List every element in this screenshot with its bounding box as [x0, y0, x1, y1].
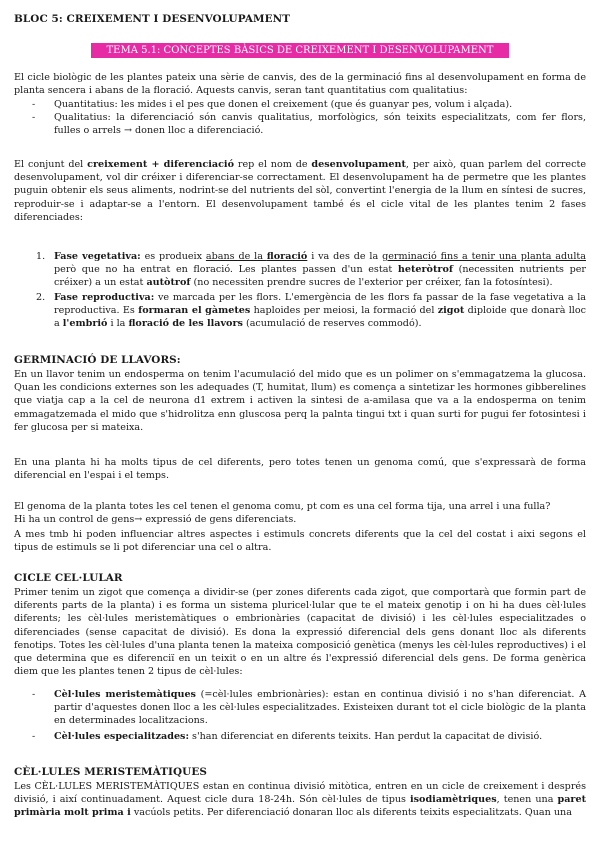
- germination-paragraph: En un llavor tenim un endosperma on tenim l'acumulació del mido que es un polimer on s'emmagatzema la glucosa. Quan les condicions externes son les adequades (T, humitat, llum) es comença a sintetizar les hormones gibberelines que viatja cap a la cel de neurona d1 extrem i activen la sintesi de a-amilasa que va a la endosperma on tenim emmagatzemada el mido que s'hidrolitza enn gluscosa perq la palnta tingui txt i quan surti for pugui fer fotosintesi i fer glucosa per si mateixa.: [14, 369, 586, 433]
- stimuli-paragraph: A mes tmb hi poden influenciar altres aspectes i estimuls concrets diferents que la cel del costat i aixi segons el tipus de estimuls se li pot diferenciar una cel o altra.: [14, 529, 586, 554]
- intro-bullet-list: [14, 98, 586, 138]
- cell-cycle-paragraph: Primer tenim un zigot que comença a dividir-se (per zones diferents cada zigot, que comportarà que formin part de diferents parts de la planta) i es forma un sistema pluricel·lular que te el mateix genotip i on hi ha dues cèl·lules diferents; les cèl·lules meristemàtiques o embrionàries (capacitat de divisió) i les cèl·lules especialitzades o diferenciades (sense capacitat de divisió). Es dona la expressió diferencial dels gens donant lloc als diferents fenotips. Totes les cèl·lules d'una planta tenen la mateixa composició genètica (menys les cèl·lules reproductives) i el que determina que es diferenciï en un teixit o en un altre és l'expressió diferencial dels gens. De forma genèrica diem que les plantes tenen 2 tipus de cèl·lules:: [14, 587, 586, 678]
- section-heading-germination: GERMINACIÓ DE LLAVORS:: [14, 354, 181, 366]
- gene-control-paragraph: El genoma de la planta totes les cel tenen el genoma comu, pt com es una cel forma tija, una arrel i una fulla? Hi ha un control de gens→ expressió de gens diferenciats.: [14, 501, 551, 526]
- development-paragraph: El conjunt del creixement + diferenciació rep el nom de desenvolupament, per això, quan parlem del correcte desenvolupament, vol dir créixer i diferenciar-se correctament. El desenvolupament ha de permetre que les plantes puguin obtenir els seus aliments, nodrint-se del nutrients del sòl, convertint l'energia de la llum en síntesi de sucres, reproduir-se i adaptar-se a l'entorn. El desenvolupament també és el cicle vital de les plantes tenim 2 fases diferenciades:: [14, 159, 586, 223]
- meristematic-paragraph: Les CÈL·LULES MERISTEMÀTIQUES estan en continua divisió mitòtica, entren en un cicle de creixement i després divisió, i així continuadament. Aquest cicle dura 18-24h. Són cèl·lules de tipus isodiamètriques, tenen una paret primària molt prima i vacúols petits. Per diferenciació donaran lloc als diferents teixits especialitzats. Quan una: [14, 781, 587, 819]
- section-heading-meristematic: CÈL·LULES MERISTEMÀTIQUES: [14, 766, 207, 778]
- list-item: - Quantitatius: les mides i el pes que donen el creixement (que és guanyar pes, volum i alçada).: [32, 99, 513, 110]
- list-item-specialized: - Cèl·lules especialitzades: s'han diferenciat en diferents teixits. Han perdut la capacitat de divisió.: [32, 730, 543, 742]
- list-item-vegetative-phase: 1. Fase vegetativa: es produeix abans de la floració i va des de la germinació fins a tenir una planta adulta però que no ha entrat en floració. Les plantes passen d'un estat heteròtrof (necessiten nutrients per créixer) a un estat autòtrof (no necessiten prendre sucres de l'exterior per créixer, fan la fotosíntesi).: [36, 251, 586, 289]
- block-title: BLOC 5: CREIXEMENT I DESENVOLUPAMENT: [14, 13, 291, 25]
- topic-title-banner: TEMA 5.1: CONCEPTES BÀSICS DE CREIXEMENT I DESENVOLUPAMENT: [91, 43, 509, 58]
- genome-paragraph: En una planta hi ha molts tipus de cel diferents, pero totes tenen un genoma comú, que s'expressarà de forma diferencial en l'espai i el temps.: [14, 457, 586, 482]
- list-item-reproductive-phase: 2. Fase reproductiva: ve marcada per les flors. L'emergència de les flors fa passar de la fase vegetativa a la reproductiva. Es formaran el gàmetes haploides per meiosi, la formació del zigot diploide que donarà lloc a l'embrió i la floració de les llavors (acumulació de reserves commodó).: [36, 291, 586, 330]
- cell-types-list: [14, 688, 586, 743]
- intro-paragraph: El cicle biològic de les plantes pateix una sèrie de canvis, des de la germinació fins al desenvolupament en forma de planta sencera i abans de la floració. Aquests canvis, seran tant quantitatius com qualitatius:: [14, 72, 586, 97]
- list-item: - Qualitatius: la diferenciació són canvis qualitatius, morfològics, són teixits especialitzats, com fer flors, fulles o arrels → donen lloc a diferenciació.: [32, 112, 586, 137]
- list-item-meristematic: - Cèl·lules meristemàtiques (=cèl·lules embrionàries): estan en continua divisió i no s'han diferenciat. A partir d'aquestes donen lloc a les cèl·lules especialitzades. Existeixen durant tot el cicle biològic de la planta en determinades localitzacions.: [32, 689, 586, 727]
- phases-list: [14, 250, 586, 331]
- section-heading-cell-cycle: CICLE CEL·LULAR: [14, 572, 123, 584]
